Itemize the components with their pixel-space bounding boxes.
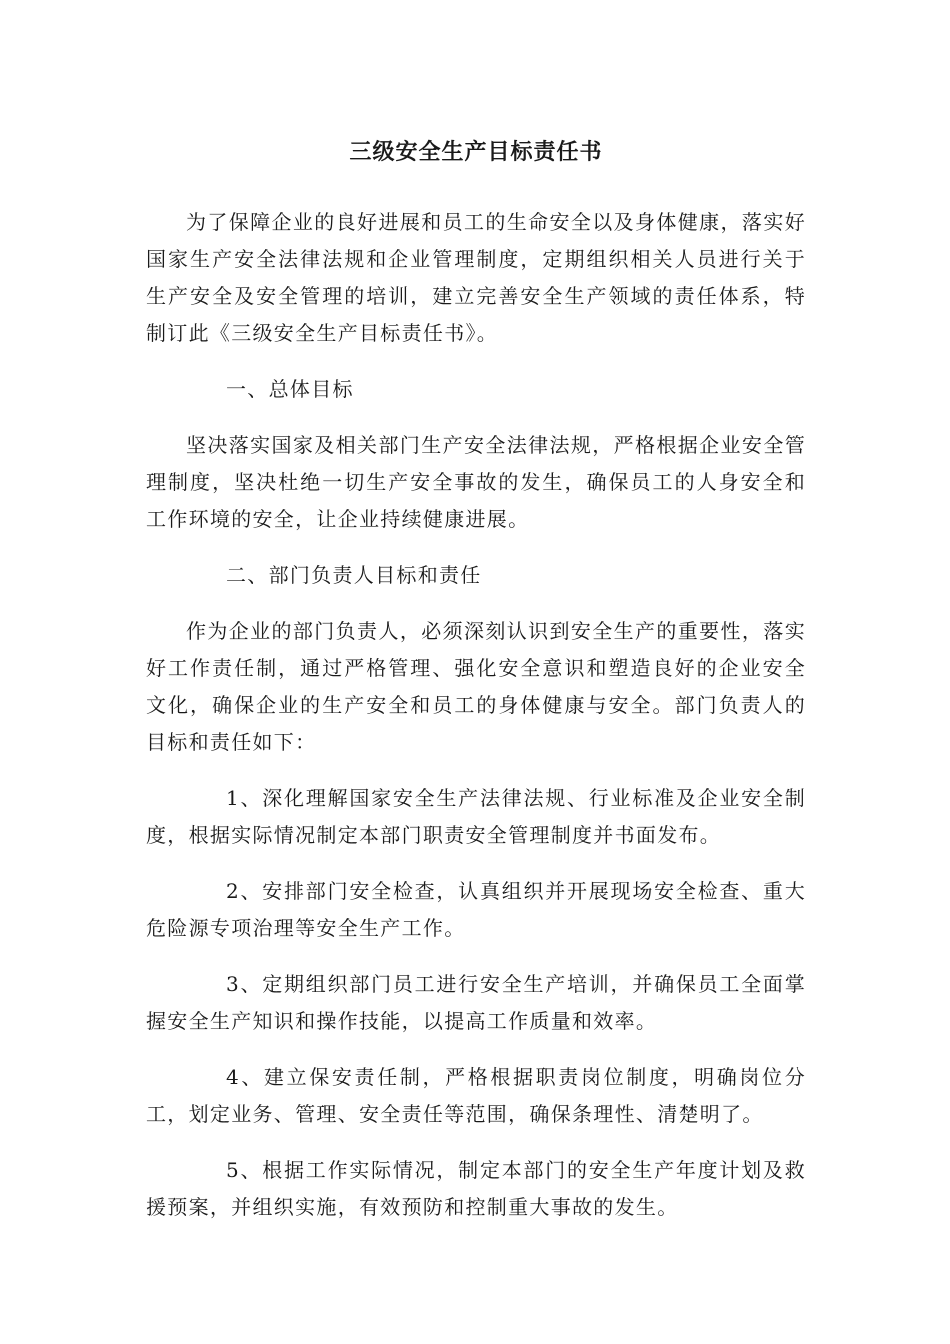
document-page xyxy=(146,130,806,1245)
department-head-paragraph: 作为企业的部门负责人，必须深刻认识到安全生产的重要性，落实好工作责任制，通过严格管理、强化安全意识和塑造良好的企业安全文化，确保企业的生产安全和员工的身体健康与安全。部门负责人的目标和责任如下： xyxy=(146,619,806,754)
intro-paragraph: 为了保障企业的良好进展和员工的生命安全以及身体健康，落实好国家生产安全法律法规和企业管理制度，定期组织相关人员进行关于生产安全及安全管理的培训，建立完善安全生产领域的责任体系，特制订此《三级安全生产目标责任书》。 xyxy=(146,210,806,345)
responsibility-item-2: 2、安排部门安全检查，认真组织并开展现场安全检查、重大危险源专项治理等安全生产工作。 xyxy=(146,879,806,940)
document-title: 三级安全生产目标责任书 xyxy=(349,140,603,165)
responsibility-item-3: 3、定期组织部门员工进行安全生产培训，并确保员工全面掌握安全生产知识和操作技能，以提高工作质量和效率。 xyxy=(146,972,806,1033)
responsibility-item-1: 1、深化理解国家安全生产法律法规、行业标准及企业安全制度，根据实际情况制定本部门职责安全管理制度并书面发布。 xyxy=(146,786,806,847)
responsibility-item-5: 5、根据工作实际情况，制定本部门的安全生产年度计划及救援预案，并组织实施，有效预防和控制重大事故的发生。 xyxy=(146,1158,806,1219)
responsibility-item-4: 4、建立保安责任制，严格根据职责岗位制度，明确岗位分工，划定业务、管理、安全责任等范围，确保条理性、清楚明了。 xyxy=(146,1065,806,1126)
section-heading-overall-goal: 一、总体目标 xyxy=(226,377,354,401)
section-heading-department-head: 二、部门负责人目标和责任 xyxy=(226,563,482,587)
overall-goal-paragraph: 坚决落实国家及相关部门生产安全法律法规，严格根据企业安全管理制度，坚决杜绝一切生产安全事故的发生，确保员工的人身安全和工作环境的安全，让企业持续健康进展。 xyxy=(146,433,806,531)
